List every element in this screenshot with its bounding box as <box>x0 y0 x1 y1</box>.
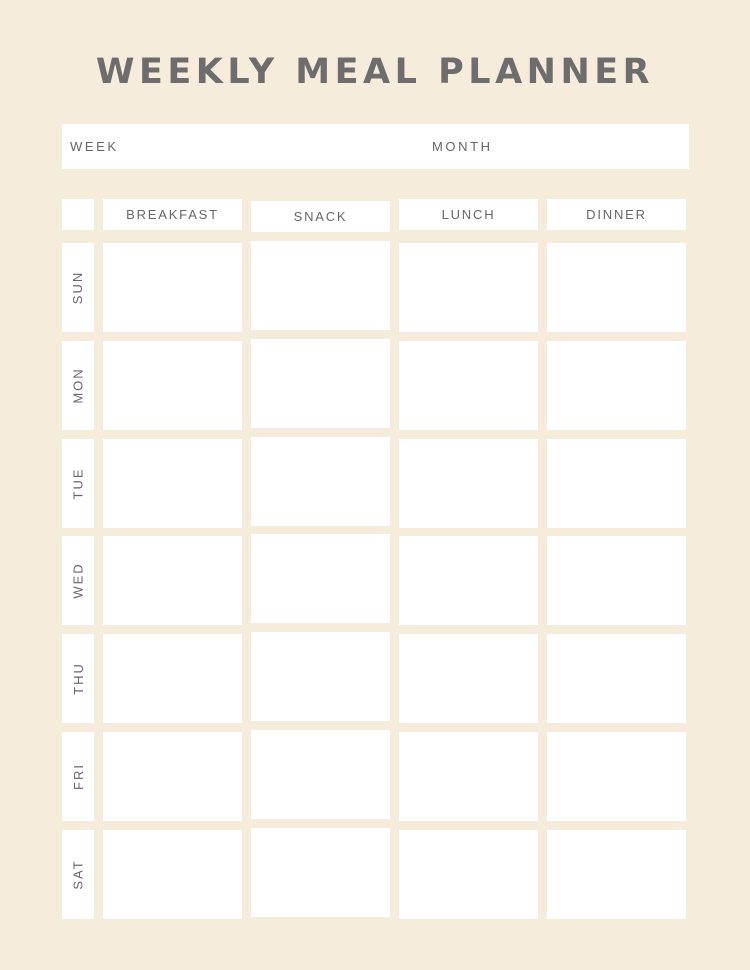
day-thu <box>62 634 94 723</box>
day-label: TUE <box>70 467 86 500</box>
week-label: WEEK <box>70 139 119 154</box>
meal-cell-mon-snack[interactable] <box>251 339 390 428</box>
header-snack <box>251 201 390 232</box>
header-dinner <box>547 199 686 230</box>
day-fri <box>62 732 94 821</box>
meal-cell-tue-breakfast[interactable] <box>103 439 242 528</box>
meal-cell-sun-breakfast[interactable] <box>103 243 242 332</box>
meal-cell-mon-lunch[interactable] <box>399 341 538 430</box>
meal-cell-fri-dinner[interactable] <box>547 732 686 821</box>
header-breakfast <box>103 199 242 230</box>
week-month-bar <box>62 124 689 169</box>
day-mon <box>62 341 94 430</box>
meal-cell-mon-breakfast[interactable] <box>103 341 242 430</box>
page-title: WEEKLY MEAL PLANNER <box>95 52 655 92</box>
meal-cell-sun-lunch[interactable] <box>399 243 538 332</box>
meal-cell-sat-lunch[interactable] <box>399 830 538 919</box>
meal-cell-sat-breakfast[interactable] <box>103 830 242 919</box>
meal-cell-sun-dinner[interactable] <box>547 243 686 332</box>
day-label: FRI <box>70 763 86 790</box>
meal-cell-tue-snack[interactable] <box>251 437 390 526</box>
meal-cell-thu-dinner[interactable] <box>547 634 686 723</box>
header-lunch <box>399 199 538 230</box>
meal-cell-tue-dinner[interactable] <box>547 439 686 528</box>
day-label: THU <box>70 662 86 695</box>
meal-header-label: BREAKFAST <box>126 207 219 222</box>
day-sun <box>62 243 94 332</box>
day-label: SUN <box>70 270 86 305</box>
meal-header-label: DINNER <box>586 207 647 222</box>
meal-cell-mon-dinner[interactable] <box>547 341 686 430</box>
day-sat <box>62 830 94 919</box>
meal-cell-sat-dinner[interactable] <box>547 830 686 919</box>
meal-cell-thu-snack[interactable] <box>251 632 390 721</box>
day-label: SAT <box>70 859 86 890</box>
meal-cell-wed-breakfast[interactable] <box>103 536 242 625</box>
meal-cell-fri-snack[interactable] <box>251 730 390 819</box>
day-label: MON <box>70 367 86 404</box>
meal-cell-sun-snack[interactable] <box>251 241 390 330</box>
day-wed <box>62 536 94 625</box>
meal-cell-thu-breakfast[interactable] <box>103 634 242 723</box>
meal-header-label: SNACK <box>293 209 348 224</box>
day-label: WED <box>70 562 86 599</box>
meal-cell-wed-snack[interactable] <box>251 534 390 623</box>
corner-cell <box>62 199 94 230</box>
meal-cell-fri-lunch[interactable] <box>399 732 538 821</box>
meal-cell-wed-dinner[interactable] <box>547 536 686 625</box>
meal-cell-thu-lunch[interactable] <box>399 634 538 723</box>
meal-cell-fri-breakfast[interactable] <box>103 732 242 821</box>
day-tue <box>62 439 94 528</box>
month-label: MONTH <box>432 139 493 154</box>
meal-header-label: LUNCH <box>441 207 496 222</box>
meal-cell-sat-snack[interactable] <box>251 828 390 917</box>
meal-cell-tue-lunch[interactable] <box>399 439 538 528</box>
meal-cell-wed-lunch[interactable] <box>399 536 538 625</box>
